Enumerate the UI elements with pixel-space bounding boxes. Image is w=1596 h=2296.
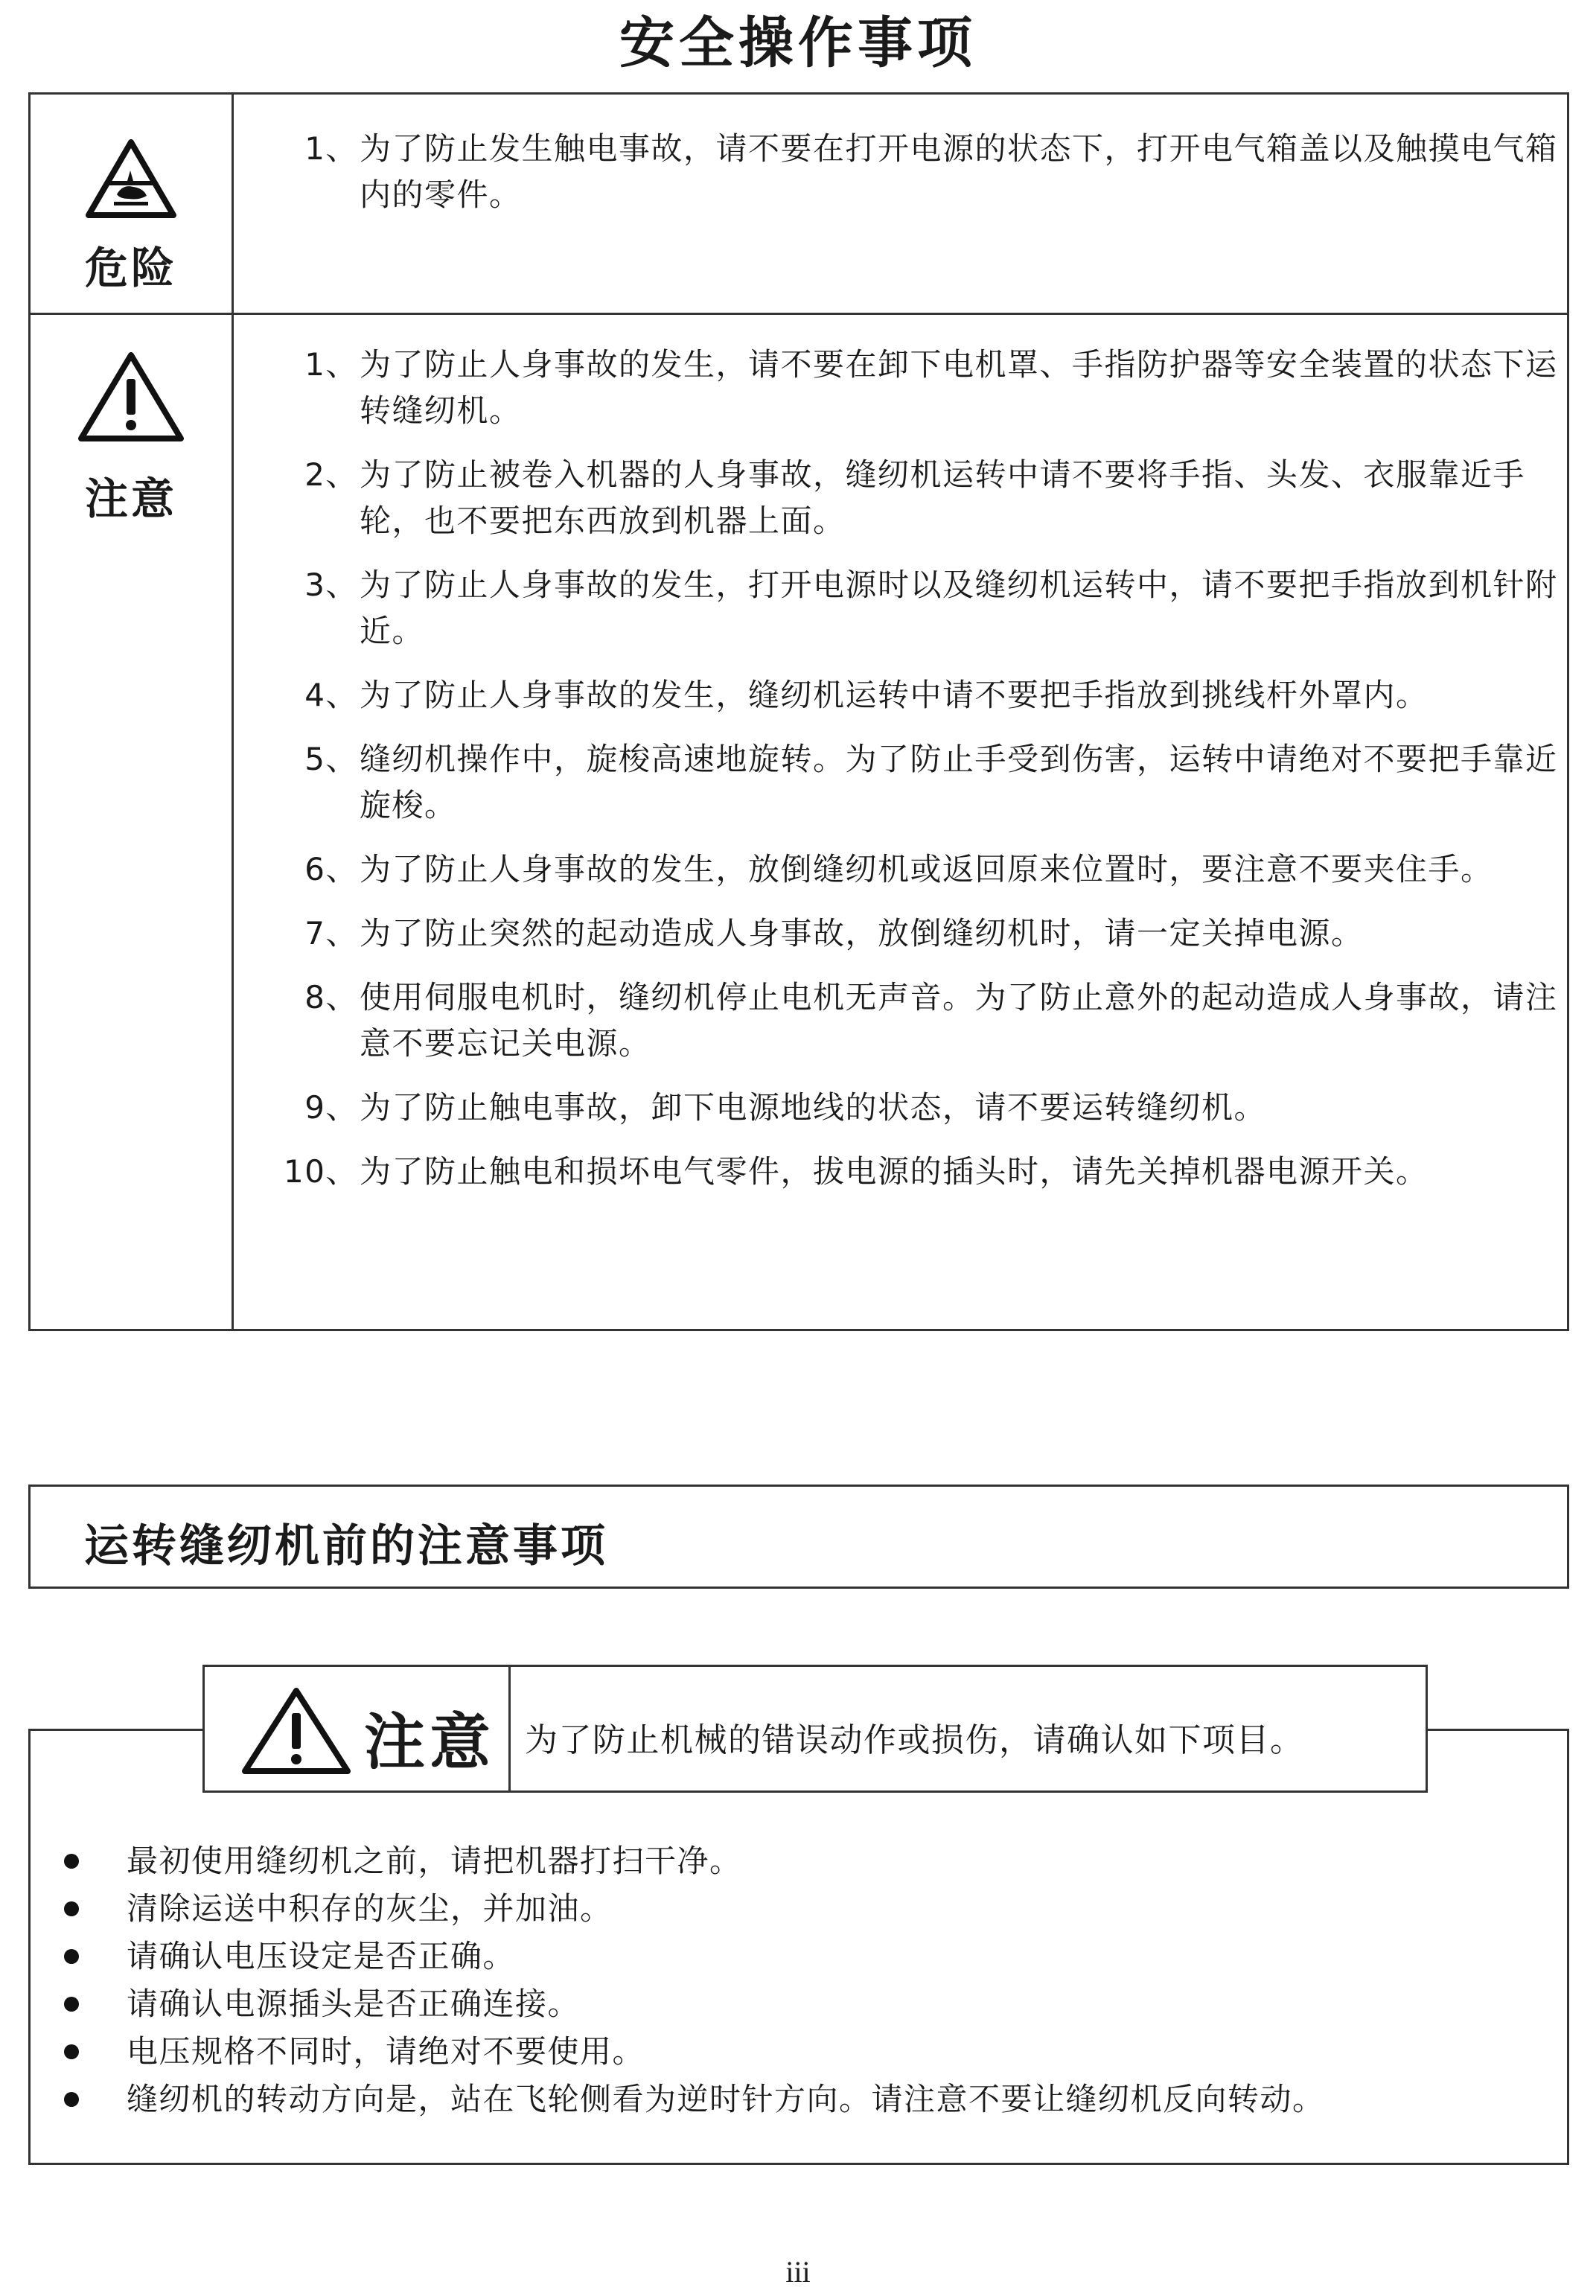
page-number: iii [785,2255,811,2289]
list-item [28,2076,1569,2123]
item-number: 6、 [304,851,358,887]
item-text: 为了防止人身事故的发生，打开电源时以及缝纫机运转中，请不要把手指放到机针附近。 [360,567,1558,649]
item-number: 7、 [304,915,358,951]
notice-text: 为了防止机械的错误动作或损伤，请确认如下项目。 [525,1721,1304,1759]
danger-item [254,126,1564,218]
item-number: 4、 [304,677,358,713]
list-item-text: 最初使用缝纫机之前，请把机器打扫干净。 [127,1843,742,1879]
item-number: 10、 [284,1153,358,1190]
list-item [28,2028,1569,2076]
safety-table [28,92,1569,1331]
item-text: 为了防止发生触电事故，请不要在打开电源的状态下，打开电气箱盖以及触摸电气箱内的零件。 [360,130,1558,213]
caution-item [254,846,1564,893]
list-item-text: 电压规格不同时，请绝对不要使用。 [127,2033,645,2070]
caution-item [254,911,1564,957]
caution-item [254,1085,1564,1131]
item-text: 缝纫机操作中，旋梭高速地旋转。为了防止手受到伤害，运转中请绝对不要把手靠近旋梭。 [360,741,1558,823]
notice-frame-border [28,1729,204,1731]
item-text: 使用伺服电机时，缝纫机停止电机无声音。为了防止意外的起动造成人身事故，请注意不要忘记关电源。 [360,979,1558,1062]
caution-item [254,975,1564,1067]
item-number: 2、 [304,456,358,493]
column-divider [508,1667,511,1790]
notice-label: 注意 [364,1707,496,1778]
caution-label: 注意 [84,473,177,524]
caution-item [254,562,1564,654]
item-text: 为了防止人身事故的发生，请不要在卸下电机罩、手指防护器等安全装置的状态下运转缝纫机。 [360,346,1558,429]
list-item-text: 请确认电源插头是否正确连接。 [127,1986,581,2022]
item-number: 1、 [304,130,358,167]
danger-items [254,126,1564,218]
bullet-icon [64,2044,79,2059]
danger-row [31,95,1567,315]
item-number: 8、 [304,979,358,1015]
notice-header [202,1665,1428,1793]
item-number: 9、 [304,1089,358,1126]
list-item-text: 清除运送中积存的灰尘，并加油。 [127,1890,613,1927]
list-item [28,1885,1569,1933]
bullet-icon [64,1901,79,1916]
section-title: 运转缝纫机前的注意事项 [84,1520,608,1572]
column-divider [232,315,234,1329]
notice-frame-border [1426,1729,1569,1731]
bullet-icon [64,2092,79,2107]
section-header-box [28,1485,1569,1589]
item-text: 为了防止触电和损坏电气零件，拔电源的插头时，请先关掉机器电源开关。 [360,1153,1429,1190]
exclamation-triangle-icon [240,1686,352,1779]
bullet-icon [64,1949,79,1964]
list-item [28,1980,1569,2028]
page-title: 安全操作事项 [619,11,977,75]
item-text: 为了防止人身事故的发生，缝纫机运转中请不要把手指放到挑线杆外罩内。 [360,677,1429,713]
item-number: 5、 [304,741,358,777]
item-text: 为了防止人身事故的发生，放倒缝纫机或返回原来位置时，要注意不要夹住手。 [360,851,1493,887]
checklist [28,1837,1569,2123]
list-item-text: 请确认电压设定是否正确。 [127,1938,516,1974]
bullet-icon [64,1854,79,1869]
caution-item [254,672,1564,718]
item-text: 为了防止突然的起动造成人身事故，放倒缝纫机时，请一定关掉电源。 [360,915,1364,951]
caution-row [31,315,1567,1329]
hand-crush-warning-icon [84,138,178,223]
danger-label: 危险 [84,243,177,293]
caution-item [254,342,1564,434]
list-item [28,1933,1569,1980]
exclamation-triangle-icon [77,351,185,446]
bullet-icon [64,1997,79,2012]
item-text: 为了防止触电事故，卸下电源地线的状态，请不要运转缝纫机。 [360,1089,1267,1126]
list-item [28,1837,1569,1885]
item-number: 3、 [304,567,358,603]
item-text: 为了防止被卷入机器的人身事故，缝纫机运转中请不要将手指、头发、衣服靠近手轮，也不要把东西放到机器上面。 [360,456,1526,539]
caution-item [254,452,1564,544]
item-number: 1、 [304,346,358,383]
list-item-text: 缝纫机的转动方向是，站在飞轮侧看为逆时针方向。请注意不要让缝纫机反向转动。 [127,2081,1325,2117]
caution-item [254,736,1564,829]
column-divider [232,95,234,313]
caution-item [254,1149,1564,1195]
caution-items [254,342,1564,1213]
